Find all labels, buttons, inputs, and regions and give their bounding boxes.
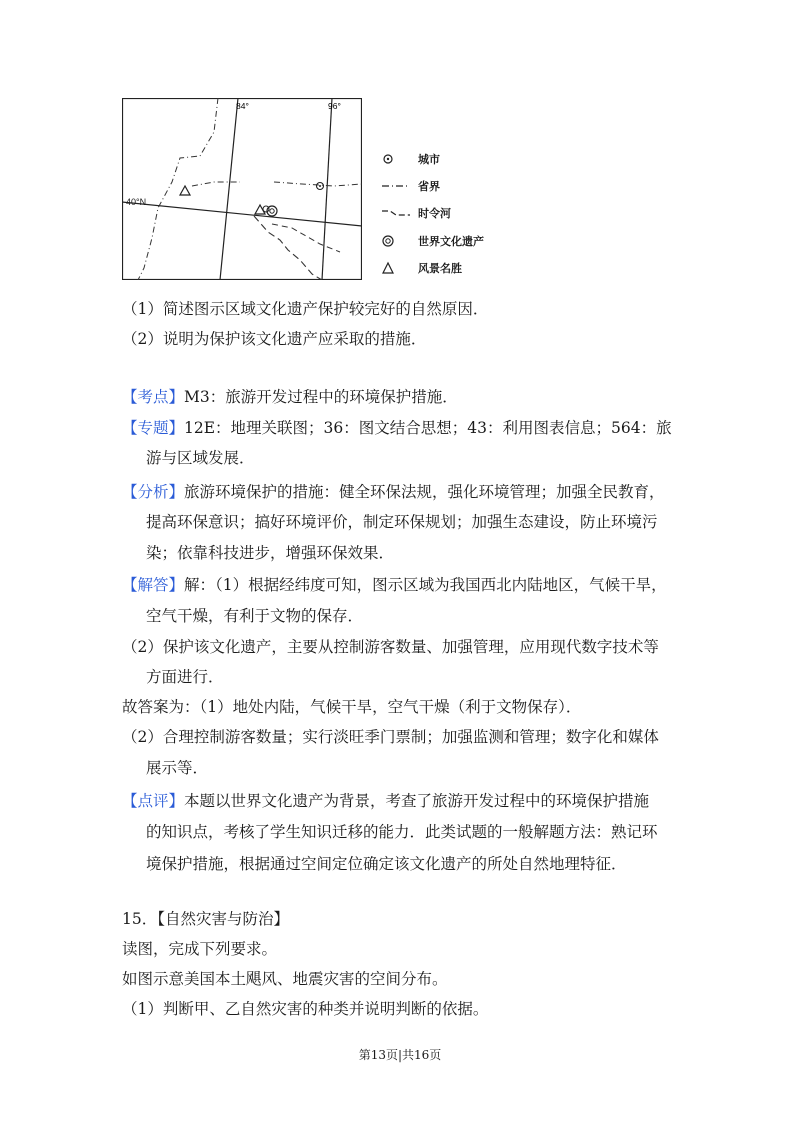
legend-label-province-border: 省界 bbox=[418, 180, 440, 193]
zhuanti-line-2: 游与区域发展． bbox=[146, 449, 255, 467]
legend-world-heritage bbox=[382, 231, 484, 251]
fenxi-line-1 bbox=[122, 481, 665, 503]
zhuanti-tag: 【专题】 bbox=[122, 419, 185, 437]
question-15-line-3: （1）判断甲、乙自然灾害的种类并说明判断的依据。 bbox=[122, 1000, 489, 1018]
kaodian-tag: 【考点】 bbox=[122, 388, 185, 406]
lon-label-84: 84° bbox=[236, 101, 249, 111]
jieda-line-4: 方面进行． bbox=[146, 668, 224, 686]
fenxi-line-2: 提高环保意识；搞好环境评价，制定环保规划；加强生态建设，防止环境污 bbox=[146, 513, 658, 531]
legend-province-border bbox=[382, 176, 440, 196]
map-frame bbox=[123, 99, 362, 280]
fenxi-line-3: 染；依靠科技进步，增强环保效果． bbox=[146, 544, 395, 562]
question-2: （2）说明为保护该文化遗产应采取的措施． bbox=[122, 330, 427, 348]
answer-line-2: （2）合理控制游客数量；实行淡旺季门票制；加强监测和管理；数字化和媒体 bbox=[122, 728, 659, 746]
zhuanti-line-1 bbox=[122, 417, 672, 439]
dianping-line-3: 境保护措施，根据通过空间定位确定该文化遗产的所处自然地理特征． bbox=[146, 855, 627, 873]
kaodian-line bbox=[122, 386, 458, 408]
page-footer: 第13页|共16页 bbox=[358, 1048, 442, 1062]
jieda-line-2: 空气干燥，有利于文物的保存． bbox=[146, 607, 364, 625]
dianping-text-1: 本题以世界文化遗产为背景，考查了旅游开发过程中的环境保护措施 bbox=[184, 792, 650, 810]
dianping-line-2: 的知识点，考核了学生知识迁移的能力．此类试题的一般解题方法：熟记环 bbox=[146, 823, 658, 841]
question-1: （1）简述图示区域文化遗产保护较完好的自然原因． bbox=[122, 300, 489, 318]
answer-line-3: 展示等． bbox=[146, 759, 209, 777]
jieda-text-1: 解：（1）根据经纬度可知，图示区域为我国西北内陆地区，气候干旱， bbox=[184, 576, 667, 594]
question-15-line-2: 如图示意美国本土飓风、地震灾害的空间分布。 bbox=[122, 970, 448, 988]
question-15-line-1: 读图，完成下列要求。 bbox=[122, 940, 278, 958]
question-15-title: 15．【自然灾害与防治】 bbox=[122, 910, 289, 928]
fenxi-text-1: 旅游环境保护的措施：健全环保法规，强化环境管理；加强全民教育， bbox=[184, 483, 665, 501]
jieda-line-1 bbox=[122, 574, 667, 596]
province-border-icon bbox=[382, 181, 416, 191]
legend-seasonal-river bbox=[382, 203, 451, 223]
jieda-line-3: （2）保护该文化遗产，主要从控制游客数量、加强管理，应用现代数字技术等 bbox=[122, 638, 659, 656]
seasonal-river-icon bbox=[382, 207, 416, 219]
lon-label-96: 96° bbox=[328, 101, 341, 111]
lat-label-40n: 40°N bbox=[126, 197, 147, 207]
legend-city bbox=[382, 149, 440, 169]
dianping-tag: 【点评】 bbox=[122, 792, 185, 810]
zhuanti-text-1: 12E：地理关联图；36：图文结合思想；43：利用图表信息；564：旅 bbox=[184, 419, 672, 437]
kaodian-text: M3：旅游开发过程中的环境保护措施． bbox=[184, 388, 458, 406]
scenic-spot-icon bbox=[382, 261, 416, 275]
world-heritage-icon bbox=[382, 234, 416, 248]
legend-scenic-spot bbox=[382, 258, 462, 278]
legend-label-seasonal-river: 时令河 bbox=[418, 207, 451, 220]
dianping-line-1 bbox=[122, 790, 649, 812]
legend-label-world-heritage: 世界文化遗产 bbox=[418, 235, 484, 248]
legend-label-city: 城市 bbox=[418, 153, 440, 166]
fenxi-tag: 【分析】 bbox=[122, 483, 185, 501]
city-icon bbox=[382, 152, 416, 166]
jieda-tag: 【解答】 bbox=[122, 576, 185, 594]
answer-line-1: 故答案为：（1）地处内陆，气候干旱，空气干燥（利于文物保存）． bbox=[122, 698, 582, 716]
region-map bbox=[122, 98, 362, 280]
legend-label-scenic-spot: 风景名胜 bbox=[418, 262, 462, 275]
